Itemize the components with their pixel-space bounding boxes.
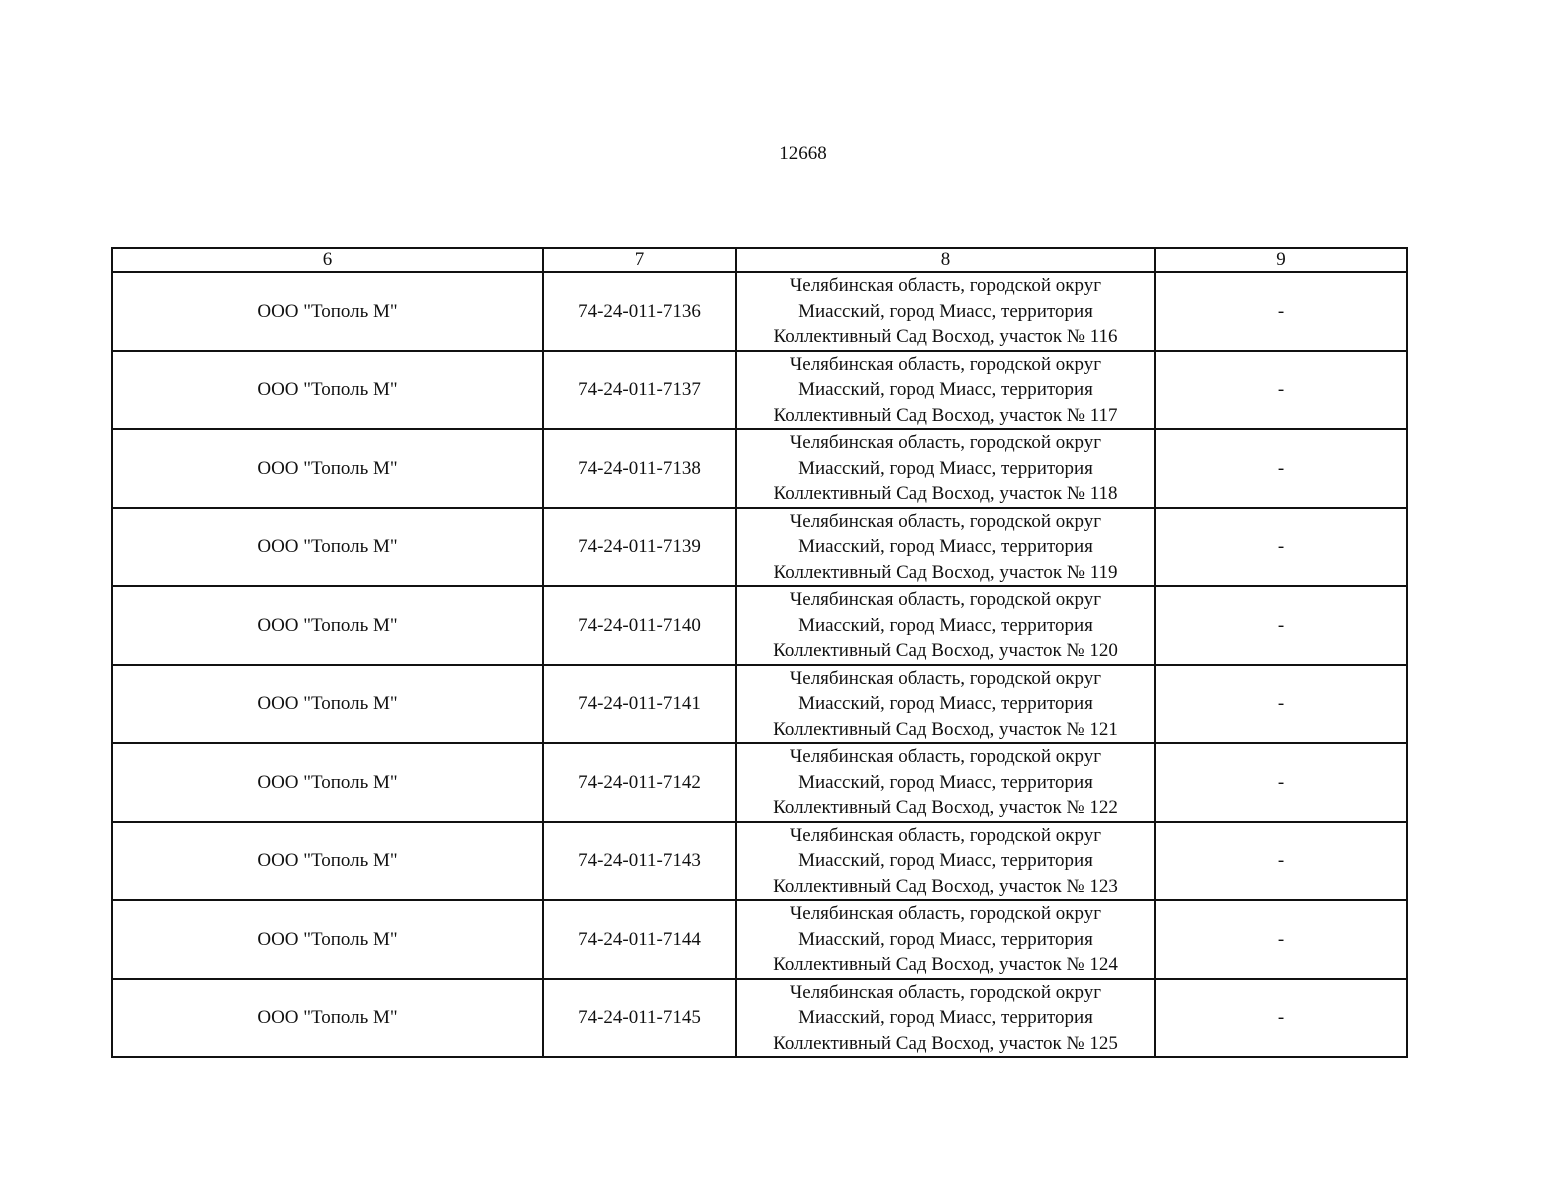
note-cell: - xyxy=(1155,351,1407,430)
note-cell: - xyxy=(1155,979,1407,1058)
table-body xyxy=(112,272,1407,1057)
page-number: 12668 xyxy=(779,143,827,164)
cadastre-number-cell: 74-24-011-7142 xyxy=(543,743,736,822)
note-cell: - xyxy=(1155,743,1407,822)
address-line: Коллективный Сад Восход, участок № 124 xyxy=(773,954,1118,975)
owner-cell: ООО "Тополь М" xyxy=(112,665,543,744)
address-line: Коллективный Сад Восход, участок № 122 xyxy=(773,797,1118,818)
address-cell xyxy=(736,665,1155,744)
address-line: Коллективный Сад Восход, участок № 120 xyxy=(773,640,1118,661)
cadastre-number-cell: 74-24-011-7143 xyxy=(543,822,736,901)
address-line: Миасский, город Миасс, территория xyxy=(798,928,1093,950)
table-row xyxy=(112,429,1407,508)
owner-cell: ООО "Тополь М" xyxy=(112,272,543,351)
address-cell xyxy=(736,272,1155,351)
address-line: Миасский, город Миасс, территория xyxy=(798,379,1093,400)
cadastre-number-cell: 74-24-011-7145 xyxy=(543,979,736,1058)
registry-table xyxy=(111,247,1408,1058)
address-line: Миасский, город Миасс, территория xyxy=(798,457,1093,479)
address-line: Миасский, город Миасс, территория xyxy=(798,614,1093,636)
table-row xyxy=(112,743,1407,822)
address-line: Коллективный Сад Восход, участок № 123 xyxy=(773,875,1118,897)
note-cell: - xyxy=(1155,508,1407,587)
address-line: Коллективный Сад Восход, участок № 116 xyxy=(773,326,1118,347)
address-line: Миасский, город Миасс, территория xyxy=(798,300,1093,322)
address-line: Коллективный Сад Восход, участок № 121 xyxy=(773,718,1118,740)
note-cell: - xyxy=(1155,272,1407,351)
address-cell xyxy=(736,351,1155,430)
table-row xyxy=(112,272,1407,351)
cadastre-number-cell: 74-24-011-7144 xyxy=(543,900,736,979)
owner-cell: ООО "Тополь М" xyxy=(112,351,543,430)
table-row xyxy=(112,508,1407,587)
address-line: Коллективный Сад Восход, участок № 125 xyxy=(773,1032,1118,1054)
address-line: Коллективный Сад Восход, участок № 118 xyxy=(773,483,1118,504)
owner-cell: ООО "Тополь М" xyxy=(112,743,543,822)
address-line: Челябинская область, городской округ xyxy=(789,667,1102,689)
cadastre-number-cell: 74-24-011-7140 xyxy=(543,586,736,665)
address-cell xyxy=(736,508,1155,587)
address-line: Челябинская область, городской округ xyxy=(789,432,1102,453)
address-line: Челябинская область, городской округ xyxy=(789,510,1102,532)
address-cell xyxy=(736,900,1155,979)
owner-cell: ООО "Тополь М" xyxy=(112,429,543,508)
table-row xyxy=(112,900,1407,979)
address-line: Челябинская область, городской округ xyxy=(789,903,1102,924)
header-row xyxy=(112,248,1407,272)
header-cell-8: 8 xyxy=(736,248,1155,272)
owner-cell: ООО "Тополь М" xyxy=(112,900,543,979)
table-row xyxy=(112,586,1407,665)
address-cell xyxy=(736,429,1155,508)
table-row xyxy=(112,822,1407,901)
address-line: Челябинская область, городской округ xyxy=(789,981,1102,1003)
address-line: Миасский, город Миасс, территория xyxy=(798,771,1093,793)
cadastre-number-cell: 74-24-011-7137 xyxy=(543,351,736,430)
address-cell xyxy=(736,743,1155,822)
address-line: Миасский, город Миасс, территория xyxy=(798,850,1093,871)
note-cell: - xyxy=(1155,586,1407,665)
cadastre-number-cell: 74-24-011-7141 xyxy=(543,665,736,744)
address-line: Миасский, город Миасс, территория xyxy=(798,693,1093,714)
address-line: Коллективный Сад Восход, участок № 117 xyxy=(773,404,1118,426)
table-row xyxy=(112,665,1407,744)
address-line: Миасский, город Миасс, территория xyxy=(798,536,1093,557)
header-cell-9: 9 xyxy=(1155,248,1407,272)
note-cell: - xyxy=(1155,665,1407,744)
header-cell-7: 7 xyxy=(543,248,736,272)
table-row xyxy=(112,979,1407,1058)
owner-cell: ООО "Тополь М" xyxy=(112,508,543,587)
address-line: Челябинская область, городской округ xyxy=(789,824,1102,846)
address-line: Коллективный Сад Восход, участок № 119 xyxy=(773,561,1118,583)
address-cell xyxy=(736,586,1155,665)
address-line: Челябинская область, городской округ xyxy=(789,353,1102,375)
cadastre-number-cell: 74-24-011-7136 xyxy=(543,272,736,351)
owner-cell: ООО "Тополь М" xyxy=(112,586,543,665)
note-cell: - xyxy=(1155,900,1407,979)
address-line: Челябинская область, городской округ xyxy=(789,746,1102,767)
owner-cell: ООО "Тополь М" xyxy=(112,979,543,1058)
address-line: Челябинская область, городской округ xyxy=(789,589,1102,610)
table-row xyxy=(112,351,1407,430)
cadastre-number-cell: 74-24-011-7139 xyxy=(543,508,736,587)
table-header xyxy=(112,248,1407,272)
header-cell-6: 6 xyxy=(112,248,543,272)
address-line: Челябинская область, городской округ xyxy=(789,275,1102,296)
address-cell xyxy=(736,979,1155,1058)
address-cell xyxy=(736,822,1155,901)
owner-cell: ООО "Тополь М" xyxy=(112,822,543,901)
note-cell: - xyxy=(1155,822,1407,901)
note-cell: - xyxy=(1155,429,1407,508)
cadastre-number-cell: 74-24-011-7138 xyxy=(543,429,736,508)
address-line: Миасский, город Миасс, территория xyxy=(798,1007,1093,1028)
